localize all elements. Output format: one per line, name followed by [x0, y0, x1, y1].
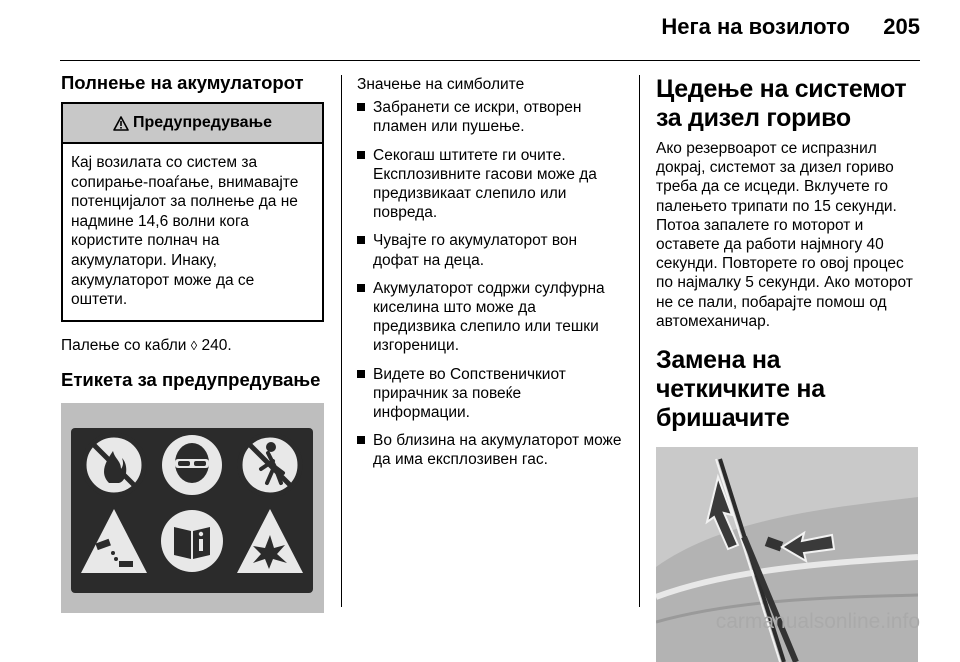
right-column: [656, 75, 920, 662]
list-item-text: Во близина на акумулаторот може да има експлозивен гас.: [373, 432, 622, 469]
left-column: [61, 72, 324, 613]
bullet-icon: [357, 236, 365, 244]
column-divider-2: [639, 75, 640, 607]
list-item-text: Забранети се искри, отворен пламен или пушење.: [373, 99, 582, 136]
list-item-text: Чувајте го акумулаторот вон дофат на деца.: [373, 232, 578, 269]
jump-start-text: Палење со кабли: [61, 336, 187, 354]
bullet-icon: [357, 436, 365, 444]
list-item: [357, 431, 622, 469]
list-item: [357, 279, 622, 356]
bullet-icon: [357, 151, 365, 159]
list-item-text: Акумулаторот содржи сулфурна киселина што може да предизвика слепило или тешки изгореници.: [373, 279, 605, 355]
keep-away-from-children-icon: [240, 435, 300, 495]
section-heading-warning-label: Етикета за предупредување: [61, 368, 321, 390]
page-reference-arrow-icon: ◊: [190, 337, 198, 353]
bullet-icon: [357, 284, 365, 292]
header-rule: [60, 60, 920, 61]
bullet-icon: [357, 103, 365, 111]
list-item: [357, 365, 622, 423]
list-item: [357, 146, 622, 223]
column-divider-1: [341, 75, 342, 607]
diesel-bleeding-text: Ако резервоарот се испразнил докрај, системот за дизел гориво треба да се исцеди. Вклучете го палењето трипати по 15 секунди. Потоа запалете го моторот и оставете да работи најмногу 40 секунди. Повторете го овој процес по најмалку 5 секунди. Ако моторот не се пали, побарајте помош од автомеханичар.: [656, 140, 913, 330]
middle-column: [357, 75, 622, 479]
jump-start-reference: [61, 336, 324, 355]
section-heading-wiper-blades: Замена на четкичките на бришачите: [656, 346, 825, 433]
list-item-text: Секогаш штитете ги очите. Експлозивните гасови може да предизвикаат слепило или повреда.: [373, 146, 597, 222]
bullet-icon: [357, 370, 365, 378]
eye-protection-icon: [162, 435, 222, 495]
symbol-meaning-list: [357, 98, 622, 469]
watermark-text: carmanualsonline.info: [715, 610, 920, 633]
symbols-intro: Значење на симболите: [357, 76, 525, 93]
section-heading-battery-charging: Полнење на акумулаторот: [61, 72, 304, 93]
page-header-title: Нега на возилото: [661, 14, 850, 39]
warning-title: Предупредување: [133, 114, 272, 131]
battery-warning-label-image: [61, 403, 324, 613]
warning-header: [63, 104, 322, 144]
list-item-text: Видете во Сопственичкиот прирачник за повеќе информации.: [373, 365, 566, 422]
jump-start-page-ref[interactable]: 240.: [201, 336, 232, 354]
warning-text: Кај возилата со систем за сопирање-поаѓање, внимавајте потенцијалот за полнење да не надмине 14,6 волни кога користите полнач на акумулатори. Инаку, акумулаторот може да се оштети.: [71, 154, 299, 309]
section-heading-diesel-bleeding: Цедење на системот за дизел гориво: [656, 75, 907, 132]
no-flame-icon: [84, 435, 144, 495]
list-item: [357, 231, 622, 269]
list-item: [357, 98, 622, 136]
warning-box: [61, 102, 324, 322]
owner-manual-icon: [161, 510, 223, 572]
page-number: 205: [883, 14, 920, 39]
warning-triangle-icon: [113, 116, 129, 131]
